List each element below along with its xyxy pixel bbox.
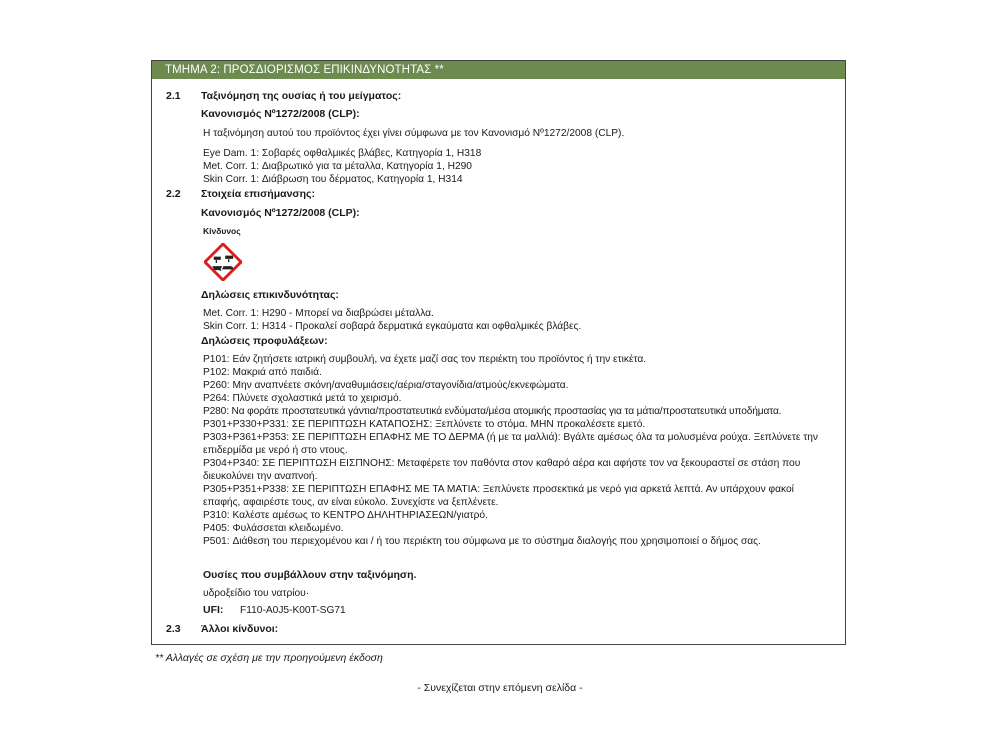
section-2-1-number: 2.1 (166, 90, 181, 102)
precaution-statement: P304+P340: ΣΕ ΠΕΡΙΠΤΩΣΗ ΕΙΣΠΝΟΗΣ: Μεταφέρετε τον παθόντα στον καθαρό αέρα και αφήστε τον να ξεκουραστεί σε στάση που διευκολύνει την αναπνοή. (203, 458, 801, 482)
contributing-substance: υδροξείδιο του νατρίου· (203, 588, 310, 599)
revision-note: ** Αλλαγές σε σχέση με την προηγούμενη έκδοση (155, 652, 383, 664)
precaution-statement: P405: Φυλάσσεται κλειδωμένο. (203, 523, 344, 534)
ufi-label: UFI: (203, 604, 224, 616)
section-header: ΤΜΗΜΑ 2: ΠΡΟΣΔΙΟΡΙΣΜΟΣ ΕΠΙΚΙΝΔΥΝΟΤΗΤΑΣ ** (152, 61, 845, 79)
precaution-statement: P303+P361+P353: ΣΕ ΠΕΡΙΠΤΩΣΗ ΕΠΑΦΗΣ ΜΕ ΤΟ ΔΕΡΜΑ (ή με τα μαλλιά): Βγάλτε αμέσως όλα τα μολυσμένα ρούχα. Ξεπλύνετε την επιδερμίδα με νερό ή στο ντους. (203, 432, 819, 456)
contributing-substances-title: Ουσίες που συμβάλλουν στην ταξινόμηση. (203, 569, 417, 581)
section-2-3-title: Άλλοι κίνδυνοι: (201, 623, 279, 635)
corrosion-pictogram-icon (204, 243, 242, 281)
precaution-statement: P305+P351+P338: ΣΕ ΠΕΡΙΠΤΩΣΗ ΕΠΑΦΗΣ ΜΕ ΤΑ ΜΑΤΙΑ: Ξεπλύνετε προσεκτικά με νερό για αρκετά λεπτά. Αν υπάρχουν φακοί επαφής, αφαιρέστε τους, αν είναι εύκολο. Συνεχίστε να ξεπλένετε. (203, 484, 794, 508)
section-2-box (151, 60, 846, 645)
section-2-1-title: Ταξινόμηση της ουσίας ή του μείγματος: (201, 90, 402, 102)
classification-item: Skin Corr. 1: Διάβρωση του δέρματος, Κατηγορία 1, H314 (203, 174, 463, 185)
precaution-statement: P264: Πλύνετε σχολαστικά μετά το χειρισμό. (203, 393, 402, 404)
precaution-statement: P102: Μακριά από παιδιά. (203, 367, 322, 378)
regulation-heading: Κανονισμός Nº1272/2008 (CLP): (201, 108, 360, 120)
precaution-statement: P501: Διάθεση του περιεχομένου και / ή του περιέκτη του σύμφωνα με το σύστημα διαλογής που χρησιμοποιεί ο δήμος σας. (203, 536, 761, 547)
regulation-heading: Κανονισμός Nº1272/2008 (CLP): (201, 207, 360, 219)
precaution-statement: P280: Να φοράτε προστατευτικά γάντια/προστατευτικά ενδύματα/μέσα ατομικής προστασίας για τα μάτια/προστατευτικά υποδήματα. (203, 406, 782, 417)
precaution-statement: P310: Καλέστε αμέσως το ΚΕΝΤΡΟ ΔΗΛΗΤΗΡΙΑΣΕΩΝ/γιατρό. (203, 510, 488, 521)
section-2-3-number: 2.3 (166, 623, 181, 635)
precaution-statement: P301+P330+P331: ΣΕ ΠΕΡΙΠΤΩΣΗ ΚΑΤΑΠΟΣΗΣ: Ξεπλύνετε το στόμα. ΜΗΝ προκαλέσετε εμετό. (203, 419, 646, 430)
signal-word: Κίνδυνος (203, 226, 241, 236)
precaution-statement: P260: Μην αναπνέετε σκόνη/αναθυμιάσεις/αέρια/σταγονίδια/ατμούς/εκνεφώματα. (203, 380, 569, 391)
precautionary-statements-title: Δηλώσεις προφυλάξεων: (201, 335, 328, 347)
hazard-statement: Met. Corr. 1: H290 - Μπορεί να διαβρώσει μέταλλα. (203, 308, 434, 319)
section-2-2-title: Στοιχεία επισήμανσης: (201, 188, 315, 200)
continued-note: - Συνεχίζεται στην επόμενη σελίδα - (417, 682, 583, 694)
classification-item: Met. Corr. 1: Διαβρωτικό για τα μέταλλα, Κατηγορία 1, H290 (203, 161, 472, 172)
section-2-2-number: 2.2 (166, 188, 181, 200)
ufi-value: F110-A0J5-K00T-SG71 (240, 605, 346, 616)
precaution-statement: P101: Εάν ζητήσετε ιατρική συμβουλή, να έχετε μαζί σας τον περιέκτη του προϊόντος ή την ετικέτα. (203, 354, 647, 365)
classification-intro: Η ταξινόμηση αυτού του προϊόντος έχει γίνει σύμφωνα με τον Κανονισμό Nº1272/2008 (CLP). (203, 128, 625, 139)
hazard-statement: Skin Corr. 1: H314 - Προκαλεί σοβαρά δερματικά εγκαύματα και οφθαλμικές βλάβες. (203, 321, 582, 332)
classification-item: Eye Dam. 1: Σοβαρές οφθαλμικές βλάβες, Κατηγορία 1, H318 (203, 148, 482, 159)
hazard-statements-title: Δηλώσεις επικινδυνότητας: (201, 289, 339, 301)
